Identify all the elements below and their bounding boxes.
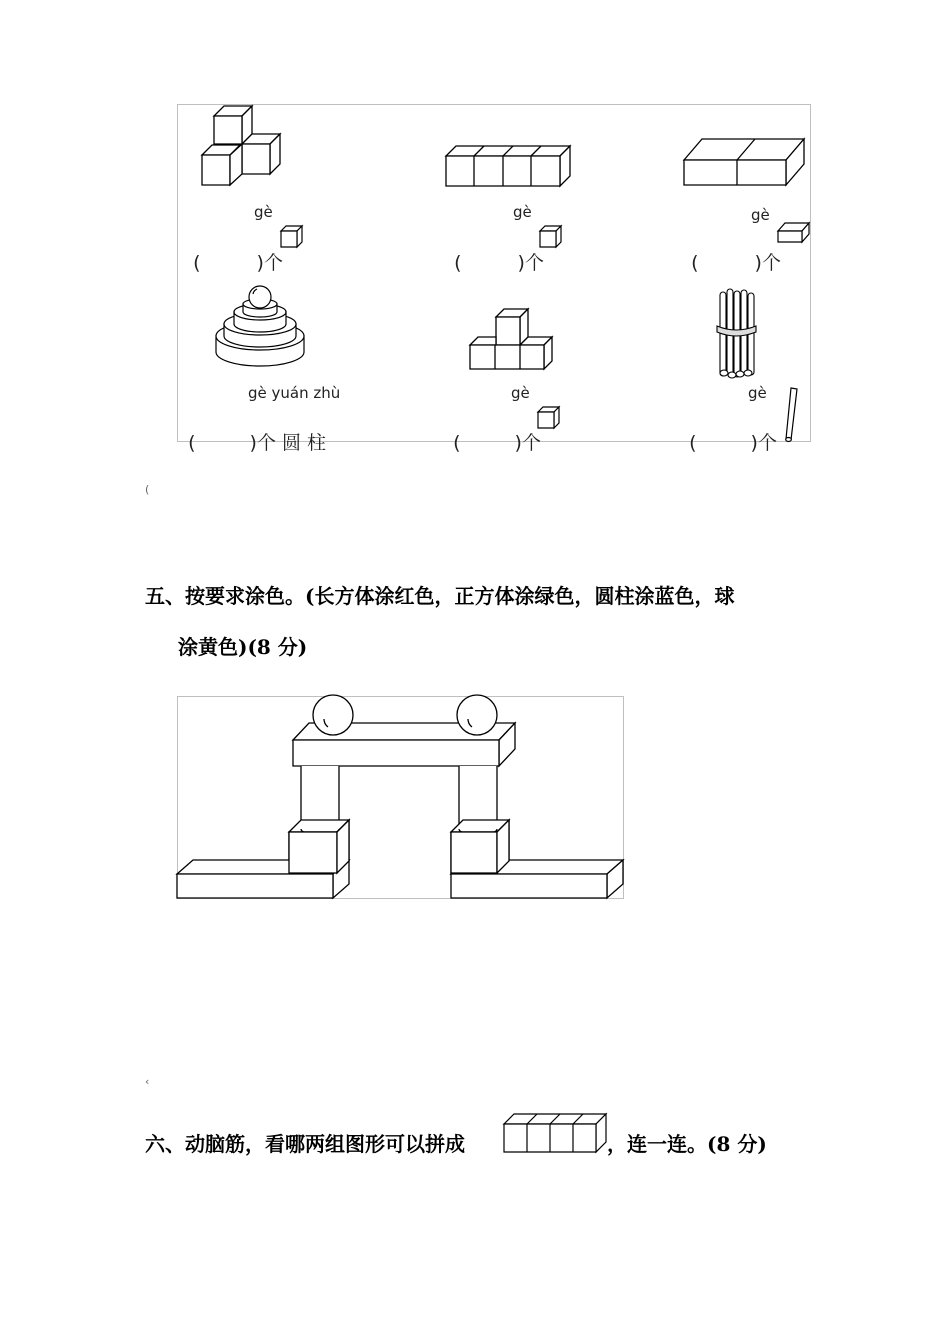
answer-blank[interactable]: [176, 406, 326, 455]
paren-open: (: [691, 252, 699, 274]
paren-open: (: [188, 432, 196, 454]
section5-question-line1: 五、按要求涂色。(长方体涂红色，正方体涂绿色，圆柱涂蓝色，球: [145, 584, 735, 608]
unit-label: 个: [757, 432, 777, 454]
answer-blank[interactable]: [679, 226, 781, 275]
unit-label: 个 圆 柱: [256, 432, 327, 454]
pinyin-label: gè: [751, 206, 770, 224]
paren-close: ): [754, 252, 762, 274]
paren-close: ): [249, 432, 257, 454]
two-cuboid-figure: [682, 136, 808, 188]
section6-question-tail: ，连一连。(8 分): [607, 1132, 767, 1156]
unit-label: 个: [524, 252, 544, 274]
pinyin-label: gè: [513, 203, 532, 221]
cube-icon: [279, 224, 305, 250]
paren-close: ): [517, 252, 525, 274]
cube-pyramid-figure: [466, 305, 558, 371]
stick-icon: [784, 385, 800, 443]
building-blocks-figure[interactable]: [177, 696, 624, 899]
unit-label: 个: [761, 252, 781, 274]
paren-close: ): [256, 252, 264, 274]
page-marker: (: [145, 483, 150, 496]
cube-icon: [536, 405, 562, 431]
pinyin-label: gè: [254, 203, 273, 221]
paren-open: (: [193, 252, 201, 274]
pinyin-label: gè: [511, 384, 530, 402]
cuboid-icon: [776, 220, 810, 246]
page-marker: ‹: [145, 1075, 150, 1088]
four-cube-row-figure: [444, 144, 574, 190]
unit-label: 个: [521, 432, 541, 454]
stick-bundle-figure: [712, 286, 758, 380]
paren-close: ): [514, 432, 522, 454]
four-cube-row-icon: [502, 1112, 608, 1154]
pinyin-label: gè yuán zhù: [248, 384, 341, 402]
paren-open: (: [689, 432, 697, 454]
answer-blank[interactable]: [677, 406, 777, 455]
pinyin-label: gè: [748, 384, 767, 402]
answer-blank[interactable]: [441, 406, 541, 455]
paren-close: ): [750, 432, 758, 454]
answer-blank[interactable]: [181, 226, 283, 275]
stacked-cubes-figure: [200, 103, 290, 188]
section5-question-line2: 涂黄色)(8 分): [178, 635, 308, 659]
paren-open: (: [453, 432, 461, 454]
stacked-cylinders-figure: [212, 284, 312, 370]
unit-label: 个: [263, 252, 283, 274]
answer-blank[interactable]: [442, 226, 544, 275]
cube-icon: [538, 224, 564, 250]
paren-open: (: [454, 252, 462, 274]
section6-question-text: 六、动脑筋，看哪两组图形可以拼成: [145, 1132, 465, 1156]
